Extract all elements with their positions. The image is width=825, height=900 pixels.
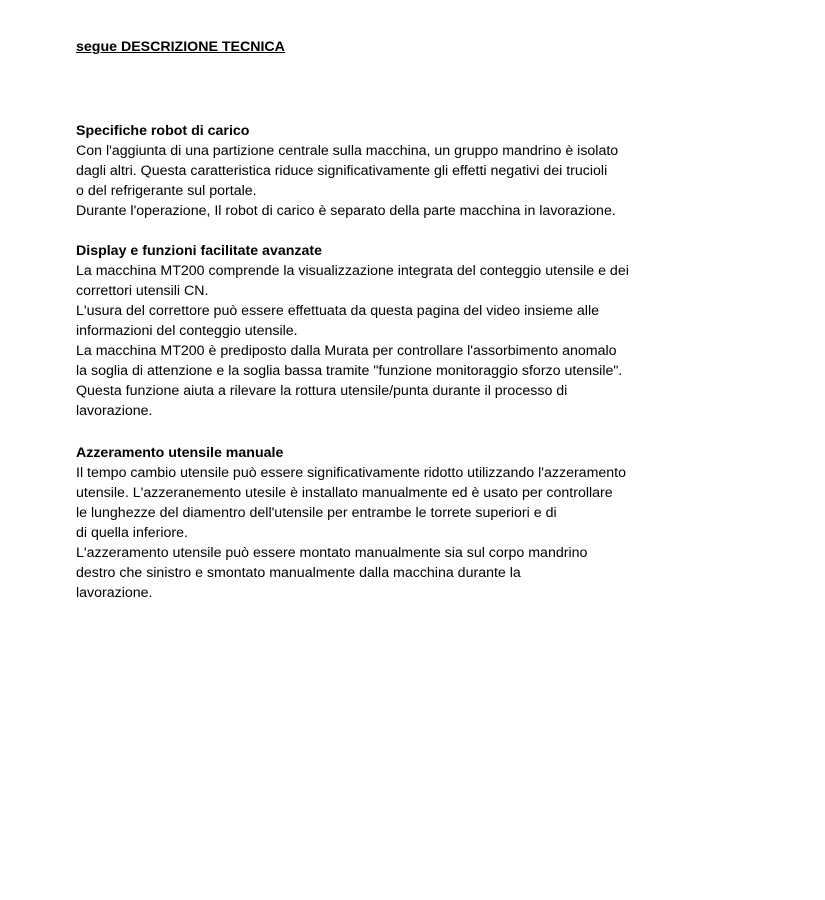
page-heading: segue DESCRIZIONE TECNICA	[76, 39, 285, 55]
section-display-functions	[76, 241, 776, 421]
paragraph-line: dagli altri. Questa caratteristica riduce significativamente gli effetti negativi dei trucioli	[76, 163, 608, 179]
paragraph-line: lavorazione.	[76, 585, 153, 601]
paragraph-line: informazioni del conteggio utensile.	[76, 323, 298, 339]
paragraph-line: La macchina MT200 è prediposto dalla Murata per controllare l'assorbimento anomalo	[76, 343, 617, 359]
paragraph-line: destro che sinistro e smontato manualmente dalla macchina durante la	[76, 565, 521, 581]
paragraph-line: le lunghezze del diamentro dell'utensile per entrambe le torrete superiori e di	[76, 505, 557, 521]
paragraph-line: lavorazione.	[76, 403, 153, 419]
paragraph-line: L'usura del correttore può essere effettuata da questa pagina del video insieme alle	[76, 303, 599, 319]
paragraph-line: Con l'aggiunta di una partizione centrale sulla macchina, un gruppo mandrino è isolato	[76, 143, 619, 159]
paragraph-line: utensile. L'azzeranemento utesile è installato manualmente ed è usato per controllare	[76, 485, 613, 501]
section-robot-specs	[76, 121, 776, 221]
paragraph-line: L'azzeramento utensile può essere montato manualmente sia sul corpo mandrino	[76, 545, 588, 561]
paragraph-line: La macchina MT200 comprende la visualizzazione integrata del conteggio utensile e dei	[76, 263, 629, 279]
section-title: Display e funzioni facilitate avanzate	[76, 243, 322, 259]
paragraph-line: Durante l'operazione, Il robot di carico è separato della parte macchina in lavorazione.	[76, 203, 616, 219]
section-title: Azzeramento utensile manuale	[76, 445, 284, 461]
paragraph-line: di quella inferiore.	[76, 525, 188, 541]
paragraph-line: Questa funzione aiuta a rilevare la rottura utensile/punta durante il processo di	[76, 383, 568, 399]
paragraph-line: Il tempo cambio utensile può essere significativamente ridotto utilizzando l'azzeramento	[76, 465, 627, 481]
section-title: Specifiche robot di carico	[76, 123, 250, 139]
section-tool-zeroing	[76, 443, 776, 603]
paragraph-line: correttori utensili CN.	[76, 283, 209, 299]
paragraph-line: o del refrigerante sul portale.	[76, 183, 257, 199]
paragraph-line: la soglia di attenzione e la soglia bassa tramite "funzione monitoraggio sforzo utensile".	[76, 363, 623, 379]
